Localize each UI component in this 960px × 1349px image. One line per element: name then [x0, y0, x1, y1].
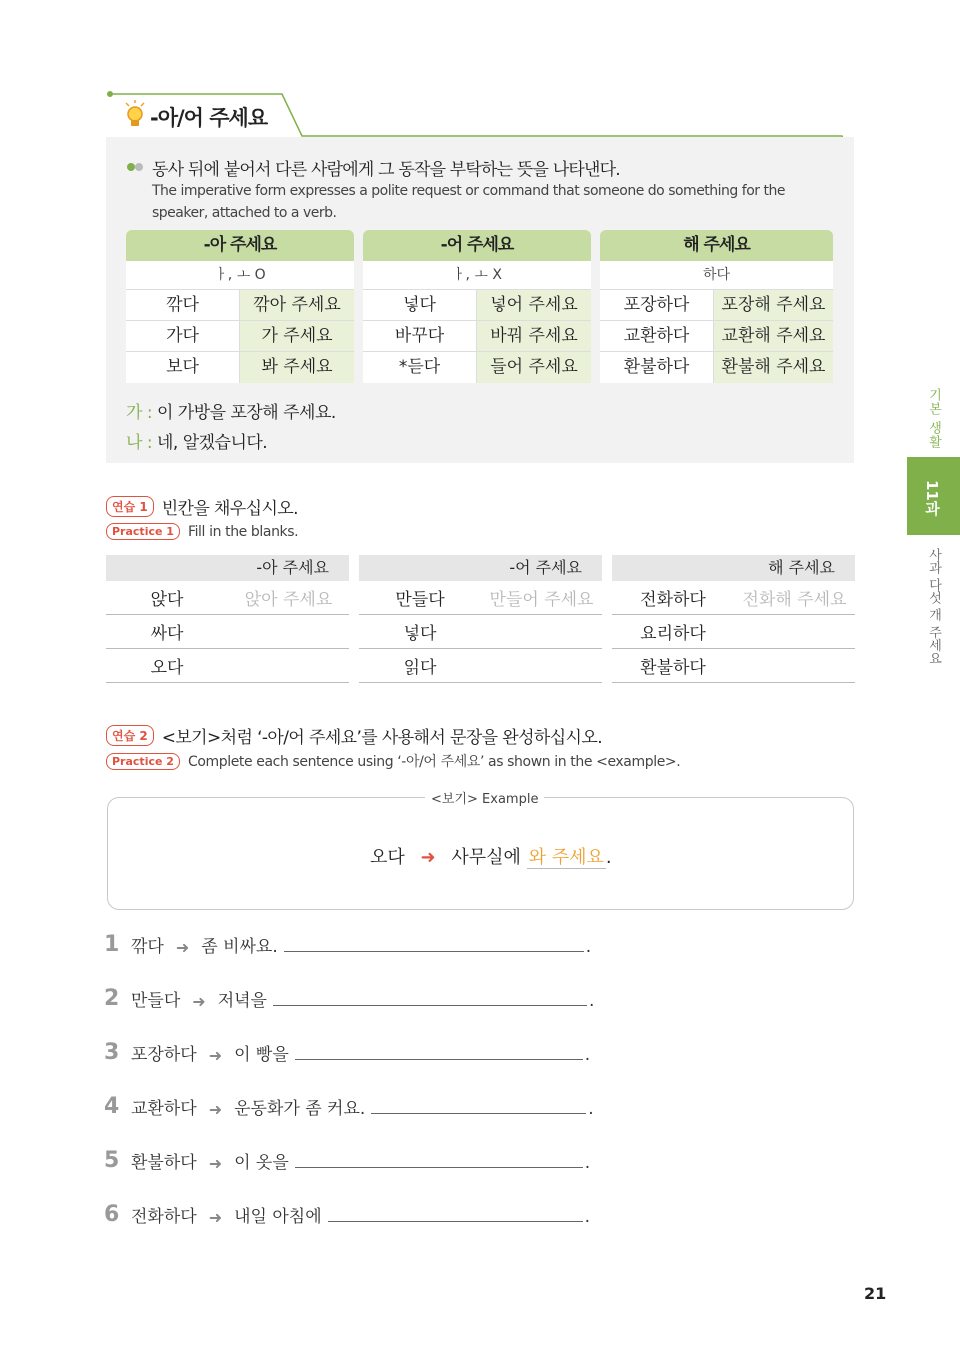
practice-title: 빈칸을 채우십시오. — [161, 499, 298, 519]
practice-subtitle: Complete each sentence using ‘-아/어 주세요’ as shown in the <example>. — [187, 754, 681, 770]
section-title: -아/어 주세요 — [150, 106, 268, 130]
example-label — [425, 788, 544, 807]
speaker-label: 가 : — [126, 403, 153, 423]
question-item — [104, 1202, 590, 1227]
practice1-heading — [106, 494, 298, 519]
question-period: . — [584, 1045, 591, 1065]
verb-cell: 넣다 — [363, 290, 476, 320]
question-verb: 포장하다 — [131, 1045, 197, 1065]
example-text: 사무실에 — [451, 847, 521, 868]
verb-cell: 가다 — [126, 321, 239, 351]
table-row — [600, 352, 833, 383]
question-number: 5 — [104, 1148, 120, 1173]
table-row — [106, 649, 349, 683]
verb-cell: 요리하다 — [640, 624, 706, 644]
table-row — [106, 581, 349, 615]
table-row — [126, 352, 354, 383]
question-period: . — [588, 1099, 594, 1119]
verb-cell: 포장하다 — [600, 290, 713, 320]
page-number: 21 — [864, 1284, 887, 1303]
question-item — [104, 932, 591, 957]
lightbulb-icon — [124, 100, 146, 130]
table-row — [363, 321, 591, 352]
dialog-line-2 — [126, 428, 267, 453]
table-row — [612, 581, 855, 615]
question-number: 3 — [104, 1040, 120, 1065]
form-cell: 환불해 주세요 — [713, 352, 833, 383]
arrow-icon: ➜ — [192, 992, 206, 1011]
verb-cell: 교환하다 — [600, 321, 713, 351]
form-cell: 교환해 주세요 — [713, 321, 833, 351]
question-period: . — [584, 1153, 591, 1173]
fill-table-a — [106, 555, 349, 683]
arrow-icon: ➜ — [175, 938, 190, 957]
example-sentence — [370, 843, 612, 869]
verb-cell: 싸다 — [150, 624, 184, 644]
speaker-label: 나 : — [126, 433, 153, 453]
fill-table-header: 해 주세요 — [612, 555, 855, 581]
question-number: 4 — [104, 1094, 120, 1119]
table-title: -아 주세요 — [126, 230, 354, 261]
grammar-description-ko: 동사 뒤에 붙어서 다른 사람에게 그 동작을 부탁하는 뜻을 나타낸다. — [152, 160, 620, 180]
practice-badge-en: Practice 2 — [106, 753, 180, 770]
verb-cell: 보다 — [126, 352, 239, 383]
answer-blank[interactable] — [295, 1167, 583, 1168]
table-title: -어 주세요 — [363, 230, 591, 261]
question-item — [104, 1040, 590, 1065]
example-label-en: Example — [482, 792, 539, 807]
table-row — [600, 290, 833, 321]
verb-cell: 환불하다 — [640, 658, 706, 678]
table-row — [612, 649, 855, 683]
arrow-icon: ➜ — [208, 1154, 223, 1173]
question-number: 1 — [104, 932, 120, 957]
dialog-line-1 — [126, 398, 336, 423]
verb-cell: 넣다 — [403, 624, 437, 644]
conjugation-table-eo — [363, 230, 591, 383]
verb-cell: 앉다 — [150, 590, 184, 610]
table-condition: 하다 — [600, 261, 833, 290]
question-text: 내일 아침에 — [234, 1207, 322, 1227]
table-row — [600, 321, 833, 352]
question-verb: 만들다 — [131, 991, 181, 1011]
red-arrow-icon: ➜ — [420, 847, 436, 868]
question-number: 6 — [104, 1202, 120, 1227]
answer-cell[interactable]: 앉아 주세요 — [244, 590, 333, 610]
verb-cell: 바꾸다 — [363, 321, 476, 351]
question-text: 저녁을 — [217, 991, 267, 1011]
practice-badge-ko: 연습 1 — [106, 496, 154, 517]
question-text: 운동화가 좀 커요. — [234, 1099, 366, 1119]
question-verb: 교환하다 — [131, 1099, 197, 1119]
answer-blank[interactable] — [284, 951, 584, 952]
question-period: . — [584, 1207, 591, 1227]
question-item — [104, 1094, 594, 1119]
table-row — [363, 290, 591, 321]
question-verb: 전화하다 — [131, 1207, 197, 1227]
verb-cell: 전화하다 — [640, 590, 706, 610]
form-cell: 넣어 주세요 — [476, 290, 591, 320]
fill-table-header: -아 주세요 — [106, 555, 349, 581]
answer-blank[interactable] — [295, 1059, 583, 1060]
dialog-text: 네, 알겠습니다. — [156, 433, 268, 453]
table-row — [359, 649, 602, 683]
table-row — [359, 615, 602, 649]
verb-cell: 환불하다 — [600, 352, 713, 383]
form-cell: 깎아 주세요 — [239, 290, 354, 320]
question-item — [104, 1148, 590, 1173]
verb-cell: 오다 — [150, 658, 184, 678]
arrow-icon: ➜ — [208, 1208, 223, 1227]
fill-table-hae — [612, 555, 855, 683]
practice1-subheading — [106, 523, 298, 540]
fill-table-eo — [359, 555, 602, 683]
question-text: 좀 비싸요. — [201, 937, 278, 957]
answer-cell[interactable]: 만들어 주세요 — [489, 590, 594, 610]
example-verb: 오다 — [370, 847, 405, 868]
side-category: 기본 생활 — [926, 388, 941, 450]
example-answer: 와 주세요 — [528, 847, 604, 868]
question-verb: 환불하다 — [131, 1153, 197, 1173]
table-row — [126, 321, 354, 352]
question-number: 2 — [104, 986, 120, 1011]
table-row — [363, 352, 591, 383]
question-text: 이 옷을 — [234, 1153, 289, 1173]
practice2-heading — [106, 723, 602, 748]
form-cell: 봐 주세요 — [239, 352, 354, 383]
fill-table-header: -어 주세요 — [359, 555, 602, 581]
form-cell: 들어 주세요 — [476, 352, 591, 383]
grammar-description-en: The imperative form expresses a polite request or command that someone do something for the speaker, attached to a verb. — [152, 183, 785, 221]
practice-title: <보기>처럼 ‘-아/어 주세요’를 사용해서 문장을 완성하십시오. — [161, 728, 603, 748]
example-label-ko: <보기> — [431, 792, 478, 807]
conjugation-table-a — [126, 230, 354, 383]
question-text: 이 빵을 — [234, 1045, 289, 1065]
practice2-subheading — [106, 751, 680, 771]
side-lesson-number: 11과 — [923, 480, 941, 516]
question-period: . — [585, 937, 592, 957]
verb-cell: 읽다 — [403, 658, 437, 678]
table-row — [612, 615, 855, 649]
example-period: . — [605, 847, 612, 868]
dialog-text: 이 가방을 포장해 주세요. — [156, 403, 336, 423]
table-title: 해 주세요 — [600, 230, 833, 261]
table-row — [126, 290, 354, 321]
table-condition: ㅏ, ㅗ X — [363, 261, 591, 290]
answer-cell[interactable]: 전화해 주세요 — [742, 590, 847, 610]
answer-blank[interactable] — [328, 1221, 583, 1222]
question-verb: 깎다 — [131, 937, 164, 957]
practice-subtitle: Fill in the blanks. — [187, 523, 299, 540]
practice-badge-ko: 연습 2 — [106, 725, 154, 746]
verb-cell: 만들다 — [395, 590, 445, 610]
table-row — [106, 615, 349, 649]
form-cell: 바꿔 주세요 — [476, 321, 591, 351]
arrow-icon: ➜ — [208, 1046, 223, 1065]
side-lesson-title: 사과 다섯 개 주세요 — [926, 548, 941, 665]
arrow-icon: ➜ — [208, 1100, 223, 1119]
question-period: . — [588, 991, 595, 1011]
question-item — [104, 986, 594, 1011]
answer-blank[interactable] — [273, 1005, 587, 1006]
form-cell: 포장해 주세요 — [713, 290, 833, 320]
verb-cell: 깎다 — [126, 290, 239, 320]
table-condition: ㅏ, ㅗ O — [126, 261, 354, 290]
practice-badge-en: Practice 1 — [106, 523, 180, 540]
form-cell: 가 주세요 — [239, 321, 354, 351]
conjugation-table-hae — [600, 230, 833, 383]
bullet-dots-icon — [126, 162, 146, 172]
table-row — [359, 581, 602, 615]
verb-cell: *듣다 — [363, 352, 476, 383]
answer-blank[interactable] — [371, 1113, 586, 1114]
